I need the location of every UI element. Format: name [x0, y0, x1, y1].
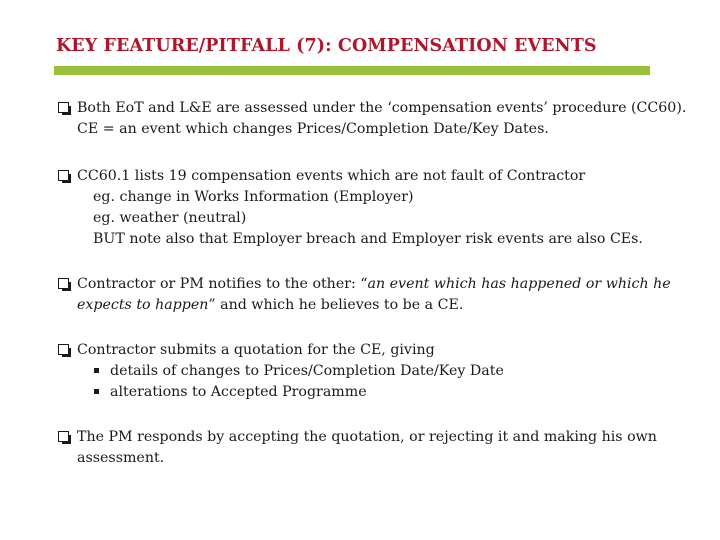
bullet-text: The PM responds by accepting the quotation, or rejecting it and making his own — [77, 429, 657, 445]
slide-body — [56, 98, 696, 492]
sub-bullet-item — [77, 361, 696, 382]
example-line: eg. weather (neutral) — [93, 210, 247, 226]
sub-bullet-text: details of changes to Prices/Completion Date/Key Date — [110, 363, 504, 379]
bullet-text-continued — [77, 295, 696, 316]
bullet-point — [56, 166, 696, 250]
square-bullet-icon — [94, 389, 99, 394]
checkbox-bullet-icon — [58, 278, 69, 289]
bullet-text: Contractor submits a quotation for the CE, giving — [77, 342, 435, 358]
quoted-definition-continued: expects to happen — [77, 297, 209, 313]
note-line: BUT note also that Employer breach and Employer risk events are also CEs. — [93, 231, 643, 247]
bullet-text-continued: CE = an event which changes Prices/Completion Date/Key Dates. — [77, 121, 549, 137]
example-line: eg. change in Works Information (Employer) — [93, 189, 414, 205]
checkbox-bullet-icon — [58, 431, 69, 442]
bullet-text: Both EoT and L&E are assessed under the ‘compensation events’ procedure (CC60). — [77, 100, 687, 116]
bullet-text-continued: assessment. — [77, 450, 165, 466]
bullet-point — [56, 427, 696, 469]
title-underline-bar — [54, 66, 650, 75]
slide-title: KEY FEATURE/PITFALL (7): COMPENSATION EVENTS — [56, 36, 597, 56]
bullet-point — [56, 340, 696, 403]
checkbox-bullet-icon — [58, 170, 69, 181]
square-bullet-icon — [94, 368, 99, 373]
checkbox-bullet-icon — [58, 344, 69, 355]
sub-bullet-item — [77, 382, 696, 403]
checkbox-bullet-icon — [58, 102, 69, 113]
sub-bullet-text: alterations to Accepted Programme — [110, 384, 367, 400]
bullet-text — [77, 274, 696, 295]
bullet-point — [56, 274, 696, 316]
bullet-text-plain: Contractor or PM notifies to the other: “ — [77, 276, 368, 292]
quoted-definition: an event which has happened or which he — [367, 276, 671, 292]
bullet-text: CC60.1 lists 19 compensation events which are not fault of Contractor — [77, 168, 586, 184]
bullet-point — [56, 98, 696, 140]
bullet-text-plain: ” and which he believes to be a CE. — [208, 297, 464, 313]
